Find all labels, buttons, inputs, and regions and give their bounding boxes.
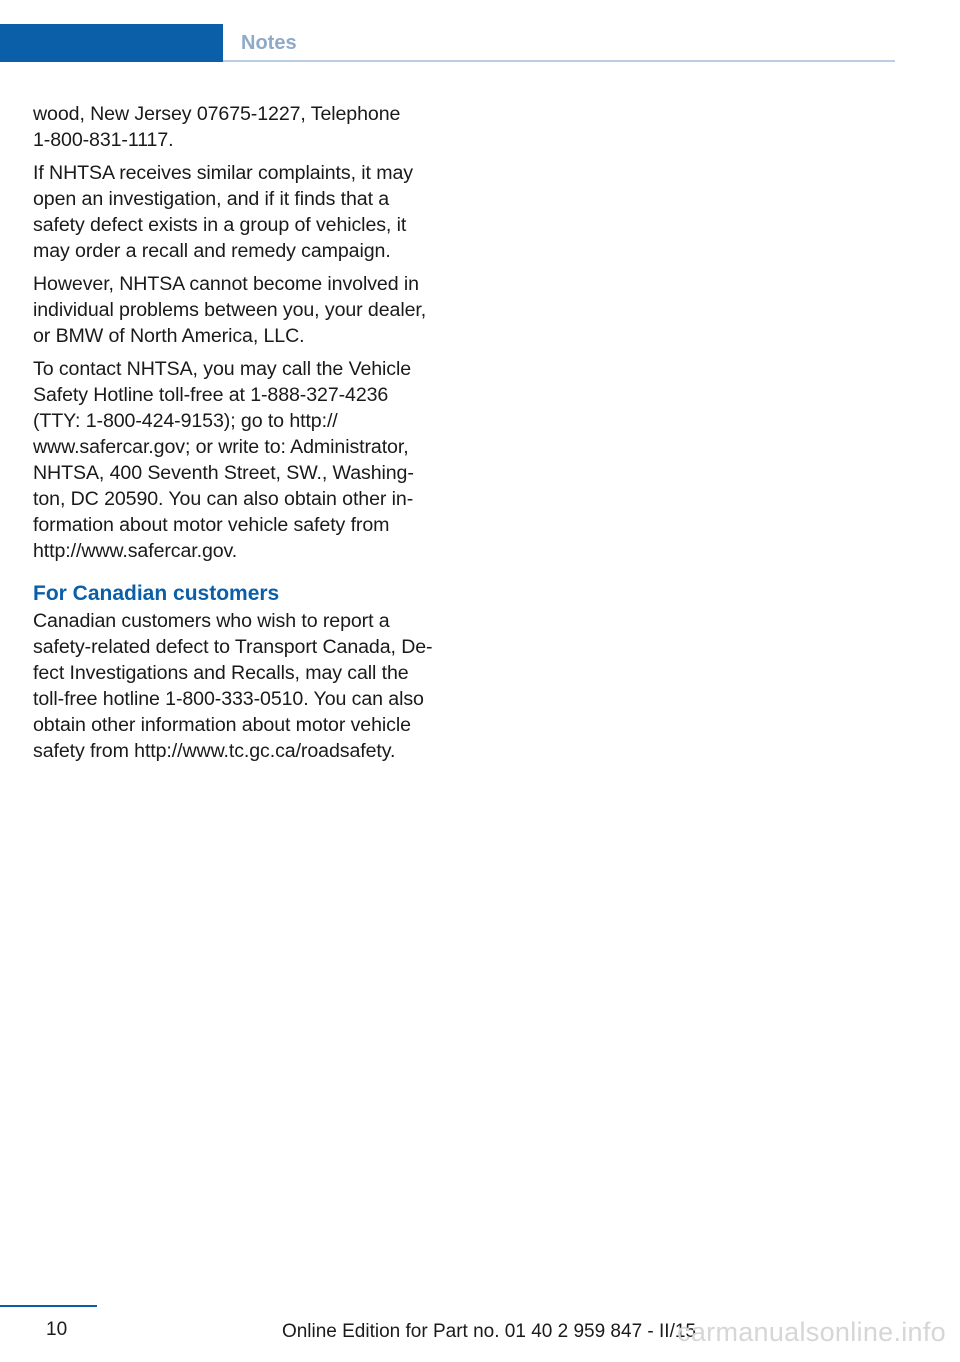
header-rule: [223, 60, 895, 62]
watermark: carmanualsonline.info: [677, 1317, 946, 1347]
footer-rule: [0, 1305, 97, 1307]
paragraph-contact: To contact NHTSA, you may call the Vehicle Safety Hotline toll-free at 1-888-327-4236 (TTY: 1-800-424-9153); go to http:// www.safercar.gov; or write to: Administrator, NHTSA, 400 Seventh Street, SW., Washing‐ ton, DC 20590. You can also obtain other in‐ formation about motor vehicle safety from http://www.safercar.gov.: [33, 358, 414, 562]
header-accent-bar: [0, 24, 223, 62]
page-number: 10: [46, 1319, 68, 1340]
paragraph-involvement: However, NHTSA cannot become involved in individual problems between you, your dealer, or BMW of North America, LLC.: [33, 273, 427, 347]
paragraph-address: wood, New Jersey 07675-1227, Telephone 1-800-831-1117.: [33, 103, 401, 151]
paragraph-canada: Canadian customers who wish to report a safety-related defect to Transport Canada, De‐ fect Investigations and Recalls, may call the toll-free hotline 1-800-333-0510. You can also obtain other information about motor vehicle safety from http://www.tc.gc.ca/roadsafety.: [33, 610, 433, 762]
paragraph-complaints: If NHTSA receives similar complaints, it may open an investigation, and if it finds that a safety defect exists in a group of vehicles, it may order a recall and remedy campaign.: [33, 162, 413, 262]
canada-heading: For Canadian customers: [33, 582, 280, 605]
section-title: Notes: [241, 32, 297, 54]
edition-text: Online Edition for Part no. 01 40 2 959 847 - II/15: [281, 1321, 696, 1342]
page-content: [33, 101, 453, 771]
